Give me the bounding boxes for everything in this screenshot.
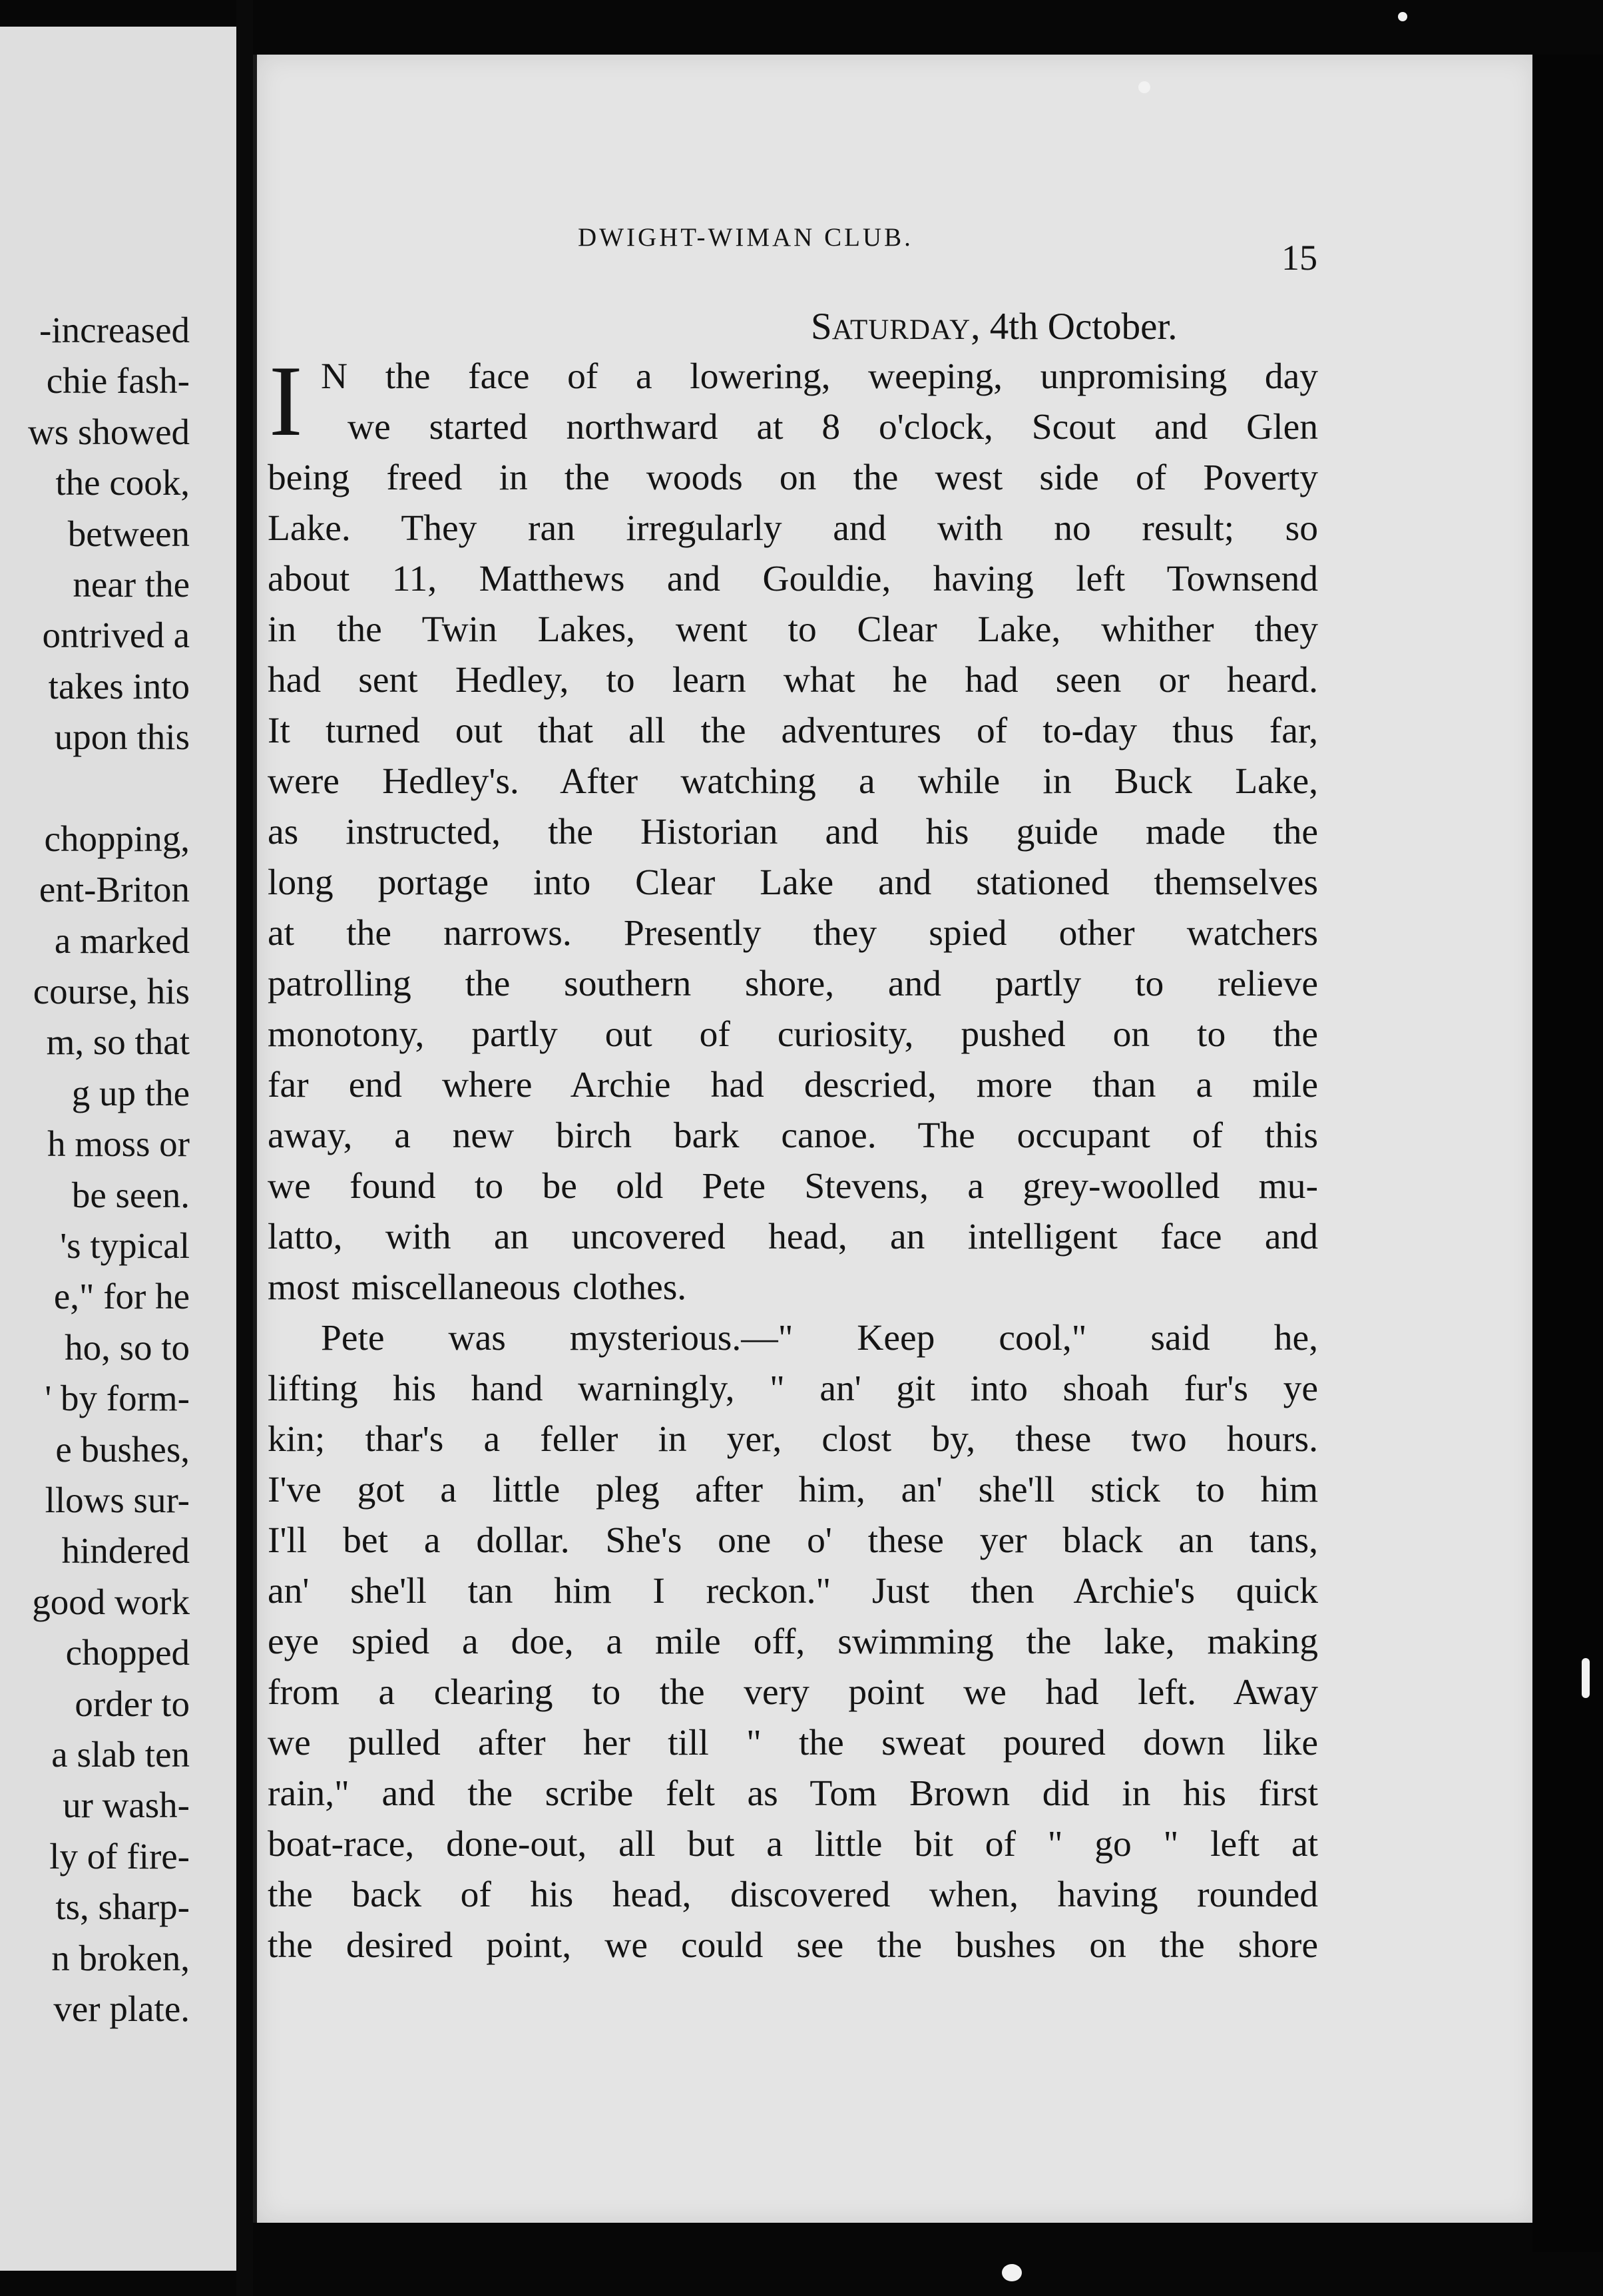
left-line: the cook, xyxy=(55,462,190,503)
dateline-initial: S xyxy=(811,306,832,348)
body-line: as instructed, the Historian and his guide made the xyxy=(268,812,1318,852)
left-line: good work xyxy=(32,1581,190,1622)
left-line: course, his xyxy=(33,971,190,1012)
book-gutter xyxy=(236,0,253,2296)
left-line: ws showed xyxy=(28,411,190,452)
page-number: 15 xyxy=(1281,238,1317,278)
left-line: n broken, xyxy=(51,1937,190,1978)
left-line: ent-Briton xyxy=(39,869,190,910)
left-line: chie fash- xyxy=(46,360,190,402)
left-page-text xyxy=(0,305,190,2034)
left-line: order to xyxy=(75,1683,190,1724)
body-line: latto, with an uncovered head, an intelligent face and xyxy=(268,1217,1318,1257)
body-line: kin; thar's a feller in yer, clost by, these two hours. xyxy=(268,1419,1318,1460)
body-line: boat-race, done-out, all but a little bit of " go " left at xyxy=(268,1824,1318,1865)
running-head: DWIGHT-WIMAN CLUB. xyxy=(578,223,913,252)
body-line: in the Twin Lakes, went to Clear Lake, whither they xyxy=(268,609,1318,650)
left-line: a slab ten xyxy=(51,1733,190,1775)
body-line: patrolling the southern shore, and partly to relieve xyxy=(268,964,1318,1004)
left-line: takes into xyxy=(48,665,190,707)
left-line: h moss or xyxy=(47,1123,190,1165)
body-line: rain," and the scribe felt as Tom Brown did in his first xyxy=(268,1773,1318,1814)
left-line: chopped xyxy=(65,1632,190,1673)
body-line: we found to be old Pete Stevens, a grey-woolled mu- xyxy=(268,1166,1318,1207)
body-line: about 11, Matthews and Gouldie, having left Townsend xyxy=(268,559,1318,599)
left-line: ver plate. xyxy=(53,1988,190,2029)
left-paragraph-gap xyxy=(0,763,190,814)
left-line: ontrived a xyxy=(42,615,190,656)
left-line: 's typical xyxy=(60,1225,190,1267)
dateline-date: , 4th October. xyxy=(971,306,1178,348)
drop-cap: I xyxy=(269,345,303,457)
left-line: a marked xyxy=(54,920,190,961)
scan-background-edge xyxy=(1532,55,1603,2252)
body-line: I'll bet a dollar. She's one o' these yer black an tans, xyxy=(268,1520,1318,1561)
body-text xyxy=(268,345,1318,1971)
left-line: upon this xyxy=(54,717,190,758)
left-line: g up the xyxy=(71,1072,190,1113)
dateline-day: ATURDAY xyxy=(831,314,971,346)
left-line: -increased xyxy=(39,310,190,350)
left-line: ts, sharp- xyxy=(55,1886,190,1928)
left-line: ' by form- xyxy=(45,1378,190,1419)
body-line: monotony, partly out of curiosity, pushed on to the xyxy=(268,1014,1318,1055)
body-line: I've got a little pleg after him, an' she'll stick to him xyxy=(268,1470,1318,1510)
body-line: we started northward at 8 o'clock, Scout and Glen xyxy=(347,407,1318,447)
left-line: ur wash- xyxy=(63,1785,190,1826)
left-line: be seen. xyxy=(71,1174,190,1215)
body-line: lifting his hand warningly, " an' git into shoah fur's ye xyxy=(268,1368,1318,1409)
body-line: long portage into Clear Lake and stationed themselves xyxy=(268,862,1318,903)
body-line: most miscellaneous clothes. xyxy=(268,1267,687,1308)
dateline xyxy=(811,305,1177,348)
left-line: llows sur- xyxy=(45,1479,190,1520)
left-line: hindered xyxy=(61,1530,190,1572)
body-line: being freed in the woods on the west side of Poverty xyxy=(268,457,1318,498)
body-line: Lake. They ran irregularly and with no result; so xyxy=(268,508,1318,549)
body-line: the desired point, we could see the bushes on the shore xyxy=(268,1925,1318,1966)
body-line: N the face of a lowering, weeping, unpromising day xyxy=(321,356,1318,397)
body-line: eye spied a doe, a mile off, swimming the lake, making xyxy=(268,1621,1318,1662)
body-line: an' she'll tan him I reckon." Just then Archie's quick xyxy=(268,1571,1318,1611)
left-line: ly of fire- xyxy=(49,1835,190,1876)
body-line: at the narrows. Presently they spied other watchers xyxy=(268,913,1318,954)
left-line: ho, so to xyxy=(65,1326,190,1368)
left-line: between xyxy=(67,513,190,554)
left-page-fragment xyxy=(0,27,236,2271)
left-line: e bushes, xyxy=(55,1428,190,1470)
body-line: were Hedley's. After watching a while in Buck Lake, xyxy=(268,761,1318,802)
left-line: m, so that xyxy=(46,1021,190,1063)
body-line: It turned out that all the adventures of to-day thus far, xyxy=(268,711,1318,751)
body-line: Pete was mysterious.—" Keep cool," said he, xyxy=(321,1318,1318,1358)
body-line: far end where Archie had descried, more than a mile xyxy=(268,1065,1318,1105)
body-line: away, a new birch bark canoe. The occupant of this xyxy=(268,1115,1318,1156)
left-line: e," for he xyxy=(53,1276,190,1317)
body-line: we pulled after her till " the sweat poured down like xyxy=(268,1723,1318,1763)
left-line: near the xyxy=(73,563,190,605)
body-line: had sent Hedley, to learn what he had seen or heard. xyxy=(268,660,1318,701)
body-line: from a clearing to the very point we had left. Away xyxy=(268,1672,1318,1713)
body-line: the back of his head, discovered when, having rounded xyxy=(268,1874,1318,1915)
left-line: chopping, xyxy=(44,818,190,859)
